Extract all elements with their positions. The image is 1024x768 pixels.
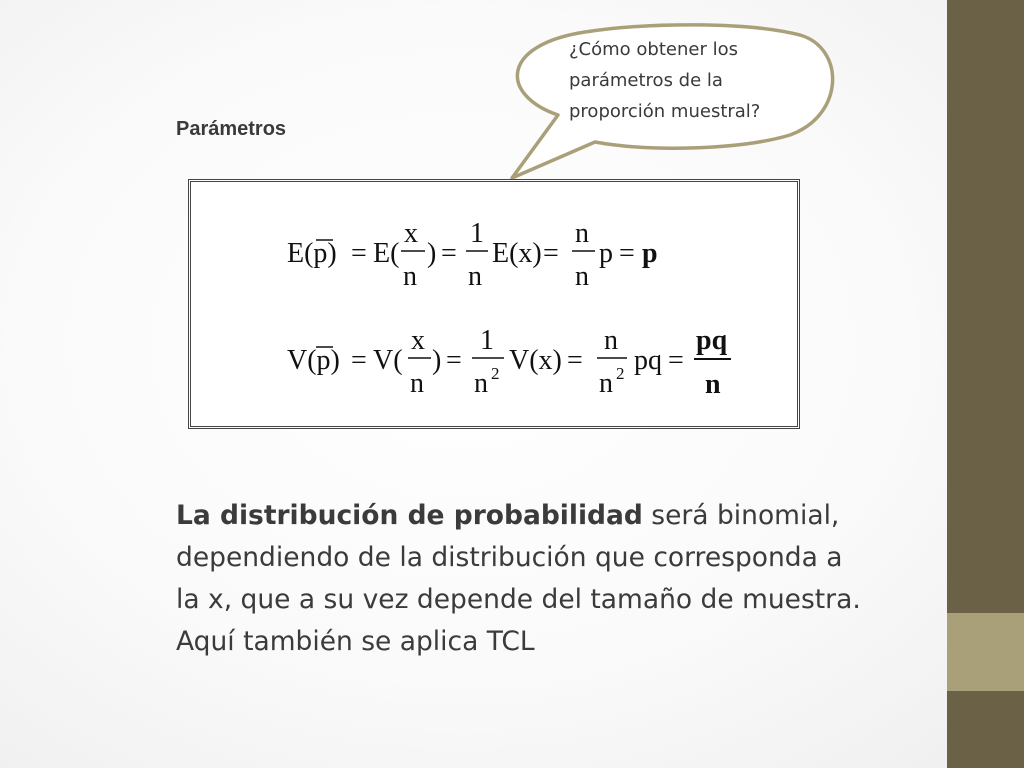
frac-x-den: n	[403, 261, 417, 292]
formula-box	[188, 179, 800, 429]
frac-n-den: n	[575, 261, 589, 292]
equals-3: =	[543, 238, 559, 269]
pq-term: pq	[634, 345, 662, 376]
callout-text: ¿Cómo obtener los parámetros de la proporción muestral?	[569, 39, 761, 122]
e-open: E(	[373, 238, 400, 269]
equals-1: =	[351, 238, 367, 269]
frac-x-num: x	[404, 218, 418, 249]
frac-one-den: n	[468, 261, 482, 292]
frac3-exp: 2	[616, 364, 625, 383]
section-title: Parámetros	[176, 118, 287, 140]
equals-6: =	[446, 345, 462, 376]
result-pq-num: pq	[696, 325, 728, 356]
e-x: E(x)	[492, 238, 542, 269]
body-rest: será binomial, dependiendo de la distribución que corresponda a la x, que a su vez depende del tamaño de muestra. Aquí también se aplica TCL	[176, 500, 861, 657]
frac2-one-num: 1	[480, 325, 494, 356]
v-p-lhs: V(p)	[287, 345, 340, 376]
formula-canvas	[191, 182, 797, 426]
v-open: V(	[373, 345, 403, 376]
sidebar-accent-block	[947, 613, 1024, 691]
formula-variance	[287, 325, 731, 400]
equals-4: =	[619, 238, 635, 269]
v-x: V(x)	[509, 345, 562, 376]
close-paren-1: )	[427, 238, 437, 269]
equals-5: =	[351, 345, 367, 376]
equals-7: =	[567, 345, 583, 376]
body-paragraph	[176, 495, 866, 663]
frac2-exp-1: 2	[491, 364, 500, 383]
result-p: p	[642, 238, 658, 269]
frac3-n-num: n	[604, 325, 618, 356]
equals-2: =	[441, 238, 457, 269]
frac2-x-den: n	[410, 368, 424, 399]
formula-expectation	[287, 218, 658, 292]
equals-8: =	[668, 345, 684, 376]
frac-one-num: 1	[470, 218, 484, 249]
body-bold-lead: La distribución de probabilidad	[176, 500, 643, 531]
e-p-lhs: E(p)	[287, 238, 337, 269]
frac3-n-den: n	[599, 368, 613, 399]
result-n-den: n	[705, 369, 721, 400]
frac-n-num: n	[575, 218, 589, 249]
frac2-x-num: x	[411, 325, 425, 356]
frac2-n-den: n	[474, 368, 488, 399]
close-paren-2: )	[432, 345, 442, 376]
p-term: p	[599, 238, 613, 269]
